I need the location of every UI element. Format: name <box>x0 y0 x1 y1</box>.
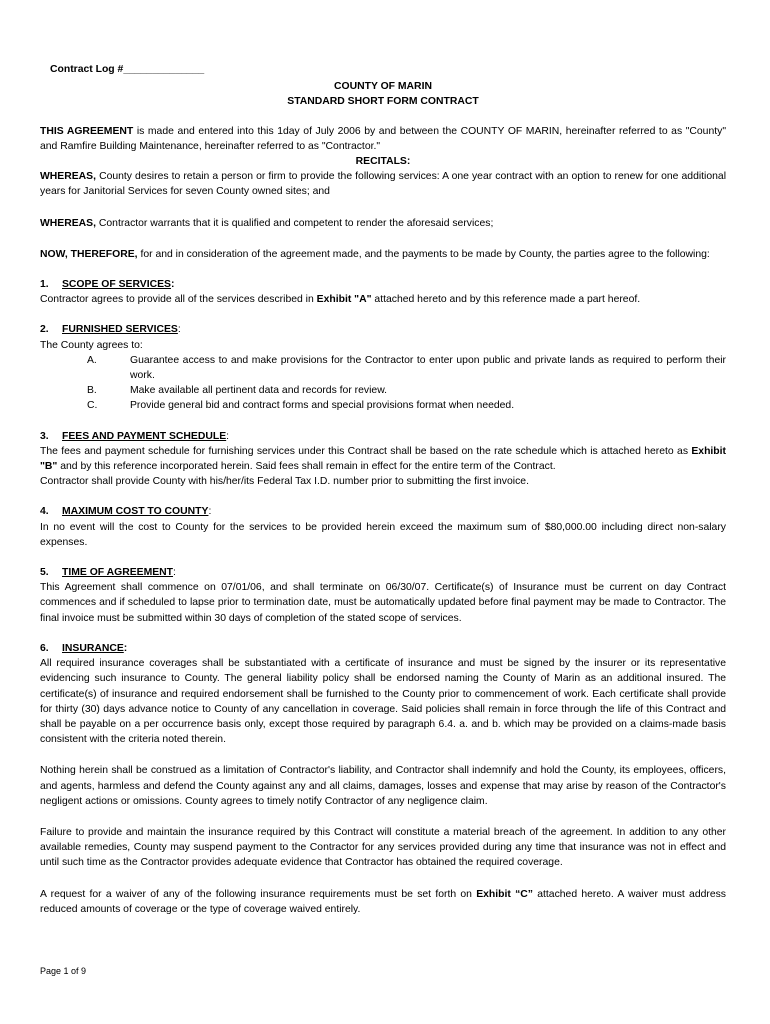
contract-log-number: Contract Log #______________ <box>50 64 205 75</box>
agreement-paragraph <box>40 124 726 154</box>
section-6-number: 6. <box>40 642 49 654</box>
recitals-heading: RECITALS: <box>355 156 411 168</box>
section-1-body <box>40 292 726 307</box>
section-1-colon: : <box>170 279 175 291</box>
document-title-line2: STANDARD SHORT FORM CONTRACT <box>287 96 479 108</box>
section-3-colon: : <box>226 430 230 442</box>
list-item <box>87 398 726 413</box>
list-item-letter: C. <box>87 400 98 412</box>
agreement-lead: THIS AGREEMENT <box>40 125 134 137</box>
section-5-body: This Agreement shall commence on 07/01/06, and shall terminate on 06/30/07. Certificate(s) of Insurance must be current on day Contract commences and if scheduled to lapse prior to termination date, must be automatically updated before final payment may be made to Contractor. The final invoice must be submitted within 30 days of completion of the stated scope of services. <box>40 582 726 624</box>
section-1-text-a: Contractor agrees to provide all of the services described in <box>40 294 317 306</box>
whereas-text-1: County desires to retain a person or firm to provide the following services: A one year contract with an option to renew for one additional years for Janitorial Services for seven County owned sites; and <box>40 171 726 198</box>
insurance-paragraph-3: Failure to provide and maintain the insurance required by this Contract will constitute a material breach of the agreement. In addition to any other available remedies, County may suspend payment to the Contractor for any services provided during any time that insurance was not in effect and until such time as the Contractor provides adequate evidence that Contractor has obtained the required coverage. <box>40 826 726 869</box>
section-1-text-b: attached hereto and by this reference made a part hereof. <box>371 294 641 306</box>
document-page <box>40 62 726 917</box>
insurance-paragraph-2: Nothing herein shall be construed as a limitation of Contractor's liability, and Contractor shall indemnify and hold the County, its employees, officers, and agents, harmless and defend the County against any and all claims, damages, losses and expense that may arise by reason of the Contractor's negligent actions or omissions. County agrees to timely notify Contractor of any negligence claim. <box>40 765 726 807</box>
section-2-heading <box>40 322 726 337</box>
section-5-number: 5. <box>40 567 49 579</box>
list-item <box>87 383 726 398</box>
section-6-colon: : <box>123 642 128 654</box>
section-3-body <box>40 444 726 474</box>
section-1-heading <box>40 277 726 292</box>
section-4-body: In no event will the cost to County for the services to be provided herein exceed the maximum sum of $80,000.00 including direct non-salary expenses. <box>40 521 726 548</box>
whereas-paragraph-2 <box>40 216 726 231</box>
whereas-paragraph-1 <box>40 169 726 199</box>
list-item-letter: B. <box>87 385 97 397</box>
document-title-line1: COUNTY OF MARIN <box>334 81 432 93</box>
insurance-p4-text-b: attached hereto. A waiver must address reduced amounts of coverage or the type of coverage waived entirely. <box>40 888 727 915</box>
section-6-title: INSURANCE <box>62 642 124 654</box>
agreement-text: is made and entered into this 1day of July 2006 by and between the COUNTY OF MARIN, hereinafter referred to as "County" and Ramfire Building Maintenance, hereinafter referred to as "Contractor." <box>40 125 727 152</box>
list-item <box>87 353 726 383</box>
section-2-colon: : <box>177 324 181 336</box>
section-5-title: TIME OF AGREEMENT <box>62 567 174 579</box>
now-therefore-lead: NOW, THEREFORE, <box>40 248 138 260</box>
exhibit-b-reference: Exhibit "B" <box>40 445 726 473</box>
section-3-heading <box>40 429 726 444</box>
whereas-text-2: Contractor warrants that it is qualified and competent to render the aforesaid services; <box>96 217 494 229</box>
section-4-title: MAXIMUM COST TO COUNTY <box>62 506 209 518</box>
exhibit-c-reference: Exhibit “C” <box>476 888 533 900</box>
section-2-number: 2. <box>40 324 49 336</box>
section-4-colon: : <box>208 506 212 518</box>
now-therefore-text: for and in consideration of the agreement made, and the payments to be made by County, the parties agree to the following: <box>137 248 710 260</box>
section-4-heading <box>40 504 726 519</box>
section-3-title: FEES AND PAYMENT SCHEDULE <box>62 430 227 442</box>
whereas-lead-1: WHEREAS, <box>40 171 96 183</box>
list-item-text: Provide general bid and contract forms and special provisions format when needed. <box>130 400 515 412</box>
section-2-title: FURNISHED SERVICES <box>62 324 178 336</box>
section-3-text-b: and by this reference incorporated herein. Said fees shall remain in effect for the entire term of the Contract. <box>57 461 556 473</box>
list-item-text: Make available all pertinent data and records for review. <box>130 385 388 397</box>
insurance-paragraph-4 <box>40 887 726 917</box>
section-1-title: SCOPE OF SERVICES <box>62 279 171 291</box>
now-therefore-paragraph <box>40 247 726 262</box>
section-4-number: 4. <box>40 506 49 518</box>
section-3-tax-id: Contractor shall provide County with his/her/its Federal Tax I.D. number prior to submitting the first invoice. <box>40 476 529 488</box>
insurance-paragraph-1: All required insurance coverages shall be substantiated with a certificate of insurance and must be signed by the insurer or its representative evidencing such insurance to County. The general liability policy shall be endorsed naming the County of Marin as an additional insured. The certificate(s) of insurance and required endorsement shall be furnished to the County prior to commencement of work. Each certificate shall provide for thirty (30) days advance notice to County of any cancellation in coverage. Said policies shall remain in force through the life of this Contract and shall be payable on a per occurrence basis only, except those required by paragraph 6.4. a. and b. which may be provided on a claims-made basis consistent with the criteria noted therein. <box>40 658 726 746</box>
list-item-text: Guarantee access to and make provisions for the Contractor to enter upon public and private lands as required to perform their work. <box>130 354 726 382</box>
list-item-letter: A. <box>87 354 97 366</box>
section-6-heading <box>40 641 726 656</box>
section-5-heading <box>40 565 726 580</box>
section-1-number: 1. <box>40 279 49 291</box>
section-3-number: 3. <box>40 430 49 442</box>
page-number: Page 1 of 9 <box>40 966 87 976</box>
section-3-text-a: The fees and payment schedule for furnishing services under this Contract shall be based on the rate schedule which is attached hereto as <box>40 445 692 457</box>
section-5-colon: : <box>173 567 176 579</box>
insurance-p4-text-a: A request for a waiver of any of the following insurance requirements must be set forth on <box>40 888 477 900</box>
exhibit-a-reference: Exhibit "A" <box>316 294 372 306</box>
section-2-intro: The County agrees to: <box>40 339 143 351</box>
whereas-lead-2: WHEREAS, <box>40 217 96 229</box>
